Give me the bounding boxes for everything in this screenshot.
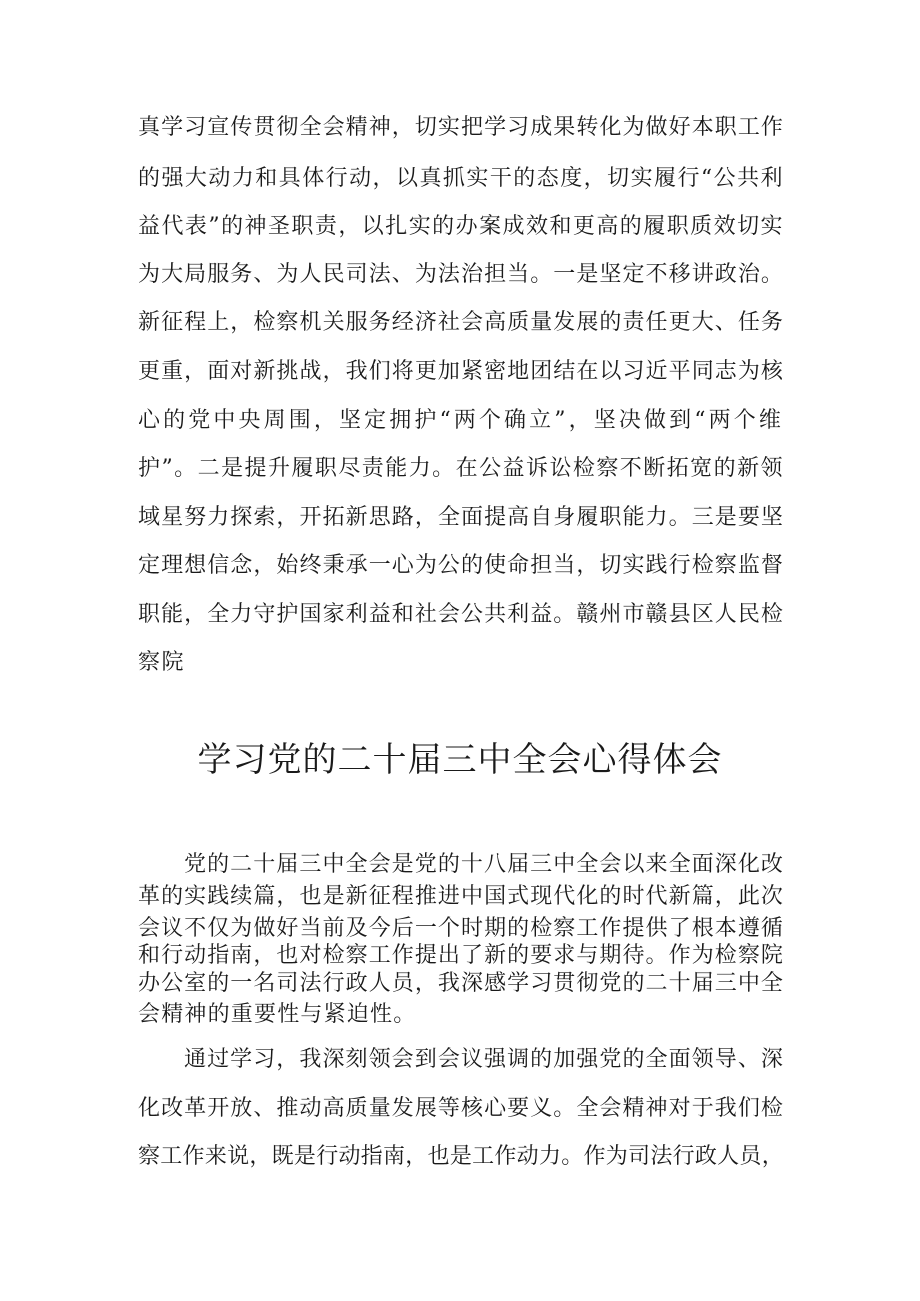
text-line: 会议不仅为做好当前及今后一个时期的检察工作提供了根本遵循: [138, 916, 784, 941]
text-line: 革的实践续篇，也是新征程推进中国式现代化的时代新篇，此次: [138, 884, 784, 909]
text-line: 和行动指南，也对检察工作提出了新的要求与期待。作为检察院: [138, 943, 784, 968]
text-line: 更重，面对新挑战，我们将更加紧密地团结在以习近平同志为核: [138, 359, 784, 384]
text-line: 通过学习，我深刻领会到会议强调的加强党的全面领导、深: [184, 1047, 784, 1072]
text-line: 会精神的重要性与紧迫性。: [138, 1002, 417, 1027]
text-line: 域星努力探索，开拓新思路，全面提高自身履职能力。三是要坚: [138, 505, 784, 530]
text-line: 益代表”的神圣职责，以扎实的办案成效和更高的履职质效切实: [138, 214, 784, 239]
text-line: 党的二十届三中全会是党的十八届三中全会以来全面深化改: [184, 852, 784, 877]
article-title: 学习党的二十届三中全会心得体会: [197, 740, 723, 780]
text-line: 心的党中央周围，坚定拥护“两个确立”，坚决做到“两个维: [138, 408, 784, 433]
text-line: 化改革开放、推动高质量发展等核心要义。全会精神对于我们检: [138, 1096, 784, 1121]
text-line: 护”。二是提升履职尽责能力。在公益诉讼检察不断拓宽的新领: [138, 456, 784, 481]
text-line: 察工作来说，既是行动指南，也是工作动力。作为司法行政人员，: [138, 1144, 784, 1169]
text-line: 真学习宣传贯彻全会精神，切实把学习成果转化为做好本职工作: [138, 115, 784, 140]
text-line: 的强大动力和具体行动，以真抓实干的态度，切实履行“公共利: [138, 166, 784, 191]
text-line: 为大局服务、为人民司法、为法治担当。一是坚定不移讲政治。: [138, 262, 784, 287]
text-line: 职能，全力守护国家利益和社会公共利益。赣州市赣县区人民检: [138, 602, 784, 627]
text-line: 新征程上，检察机关服务经济社会高质量发展的责任更大、任务: [138, 310, 784, 335]
text-line: 办公室的一名司法行政人员，我深感学习贯彻党的二十届三中全: [138, 971, 784, 996]
text-line: 定理想信念，始终秉承一心为公的使命担当，切实践行检察监督: [138, 553, 784, 578]
text-line: 察院: [138, 650, 186, 675]
